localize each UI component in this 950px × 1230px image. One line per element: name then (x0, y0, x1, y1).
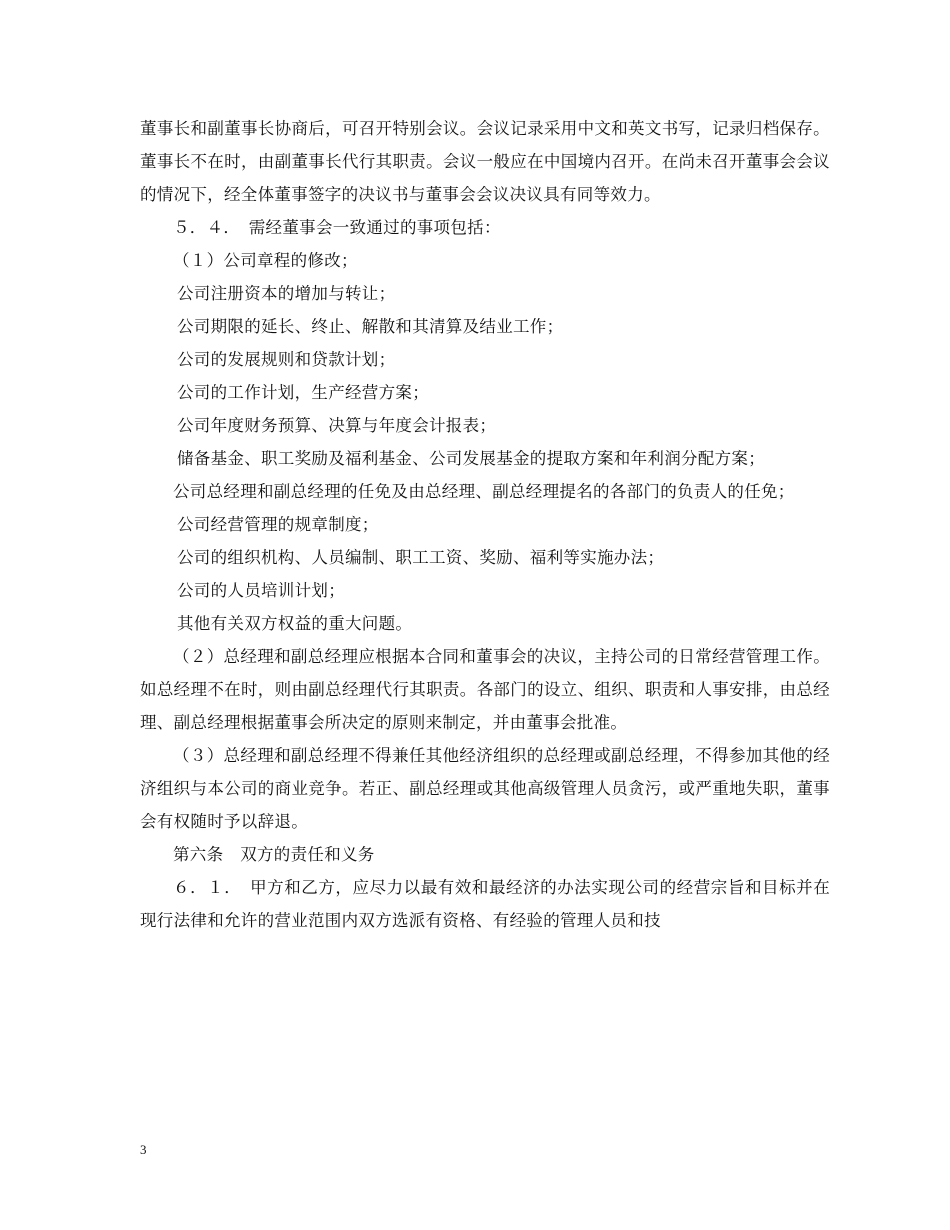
paragraph-item-2: （２）总经理和副总经理应根据本合同和董事会的决议，主持公司的日常经营管理工作。如总经理不在时，则由副总经理代行其职责。各部门的设立、组织、职责和人事安排，由总经理、副总经理根据董事会所决定的原则来制定，并由董事会批准。 (140, 647, 830, 732)
list-item: 公司期限的延长、终止、解散和其清算及结业工作； (177, 317, 564, 336)
list-item: 公司年度财务预算、决算与年度会计报表； (177, 416, 497, 435)
list-item: 公司注册资本的增加与转让； (177, 284, 396, 303)
list-item: 公司的组织机构、人员编制、职工工资、奖励、福利等实施办法； (177, 548, 665, 567)
list-item: 公司总经理和副总经理的任免及由总经理、副总经理提名的各部门的负责人的任免； (173, 482, 795, 501)
list-item: 公司的发展规则和贷款计划； (177, 350, 396, 369)
document-body (140, 112, 830, 937)
page-number: 3 (140, 1142, 147, 1157)
list-item: 储备基金、职工奖励及福利基金、公司发展基金的提取方案和年利润分配方案； (177, 449, 765, 468)
section-heading-article-6: 第六条 双方的责任和义务 (173, 845, 375, 864)
paragraph-item-3: （３）总经理和副总经理不得兼任其他经济组织的总经理或副总经理，不得参加其他的经济组织与本公司的商业竞争。若正、副总经理或其他高级管理人员贪污，或严重地失职，董事会有权随时予以辞退。 (140, 746, 830, 831)
list-item: 公司的人员培训计划； (177, 581, 345, 600)
paragraph-clause-5-4: ５．４． 需经董事会一致通过的事项包括： (173, 218, 501, 237)
paragraph-meeting-records: 董事长和副董事长协商后，可召开特别会议。会议记录采用中文和英文书写，记录归档保存。董事长不在时，由副董事长代行其职责。会议一般应在中国境内召开。在尚未召开董事会会议的情况下，经全体董事签字的决议书与董事会会议决议具有同等效力。 (140, 119, 830, 204)
paragraph-item-1: （１）公司章程的修改； (173, 251, 358, 270)
list-item: 公司的工作计划，生产经营方案； (177, 383, 429, 402)
list-item: 其他有关双方权益的重大问题。 (177, 614, 413, 633)
paragraph-clause-6-1: ６．１． 甲方和乙方，应尽力以最有效和最经济的办法实现公司的经营宗旨和目标并在现行法律和允许的营业范围内双方选派有资格、有经验的管理人员和技 (140, 878, 830, 930)
list-item: 公司经营管理的规章制度； (177, 515, 379, 534)
